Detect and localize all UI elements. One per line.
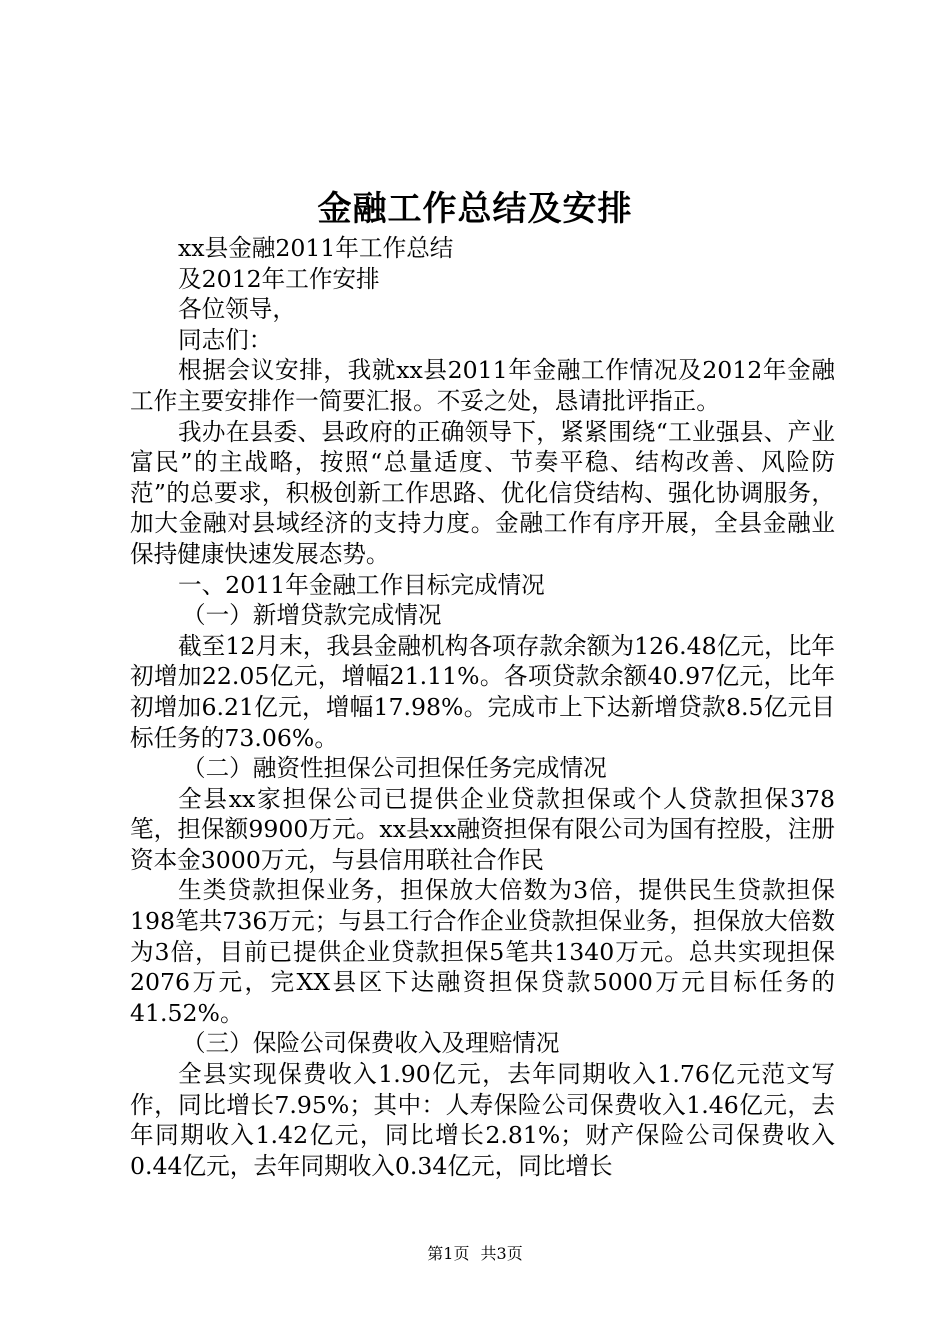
guarantee-paragraph-part-1: 全县xx家担保公司已提供企业贷款担保或个人贷款担保378笔，担保额9900万元。xx县xx融资担保有限公司为国有控股，注册资本金3000万元，与县信用联社合作民 xyxy=(130,784,835,874)
insurance-paragraph: 全县实现保费收入1.90亿元，去年同期收入1.76亿元范文写作，同比增长7.95%；其中：人寿保险公司保费收入1.46亿元，去年同期收入1.42亿元，同比增长2.81%；财产保险公司保费收入0.44亿元，去年同期收入0.34亿元，同比增长 xyxy=(130,1060,835,1180)
page-number: 第1页 xyxy=(427,1244,470,1263)
salutation-leaders: 各位领导， xyxy=(178,295,296,324)
report-subtitle-line-1: xx县金融2011年工作总结 xyxy=(178,234,454,262)
document-body xyxy=(130,233,835,1181)
subsection-heading-3: （三）保险公司保费收入及理赔情况 xyxy=(182,1029,560,1058)
subsection-heading-1: （一）新增贷款完成情况 xyxy=(182,601,442,630)
overview-paragraph: 我办在县委、县政府的正确领导下，紧紧围绕“工业强县、产业富民”的主战略，按照“总量适度、节奏平稳、结构改善、风险防范”的总要求，积极创新工作思路、优化信贷结构、强化协调服务，加大金融对县域经济的支持力度。金融工作有序开展，全县金融业保持健康快速发展态势。 xyxy=(130,417,835,568)
loans-paragraph: 截至12月末，我县金融机构各项存款余额为126.48亿元，比年初增加22.05亿元，增幅21.11%。各项贷款余额40.97亿元，比年初增加6.21亿元，增幅17.98%。完成市上下达新增贷款8.5亿元目标任务的73.06%。 xyxy=(130,631,835,752)
subsection-heading-2: （二）融资性担保公司担保任务完成情况 xyxy=(182,754,607,783)
page-total: 共3页 xyxy=(480,1244,523,1263)
intro-paragraph: 根据会议安排，我就xx县2011年金融工作情况及2012年金融工作主要安排作一简要汇报。不妥之处，恳请批评指正。 xyxy=(130,356,835,415)
document-title: 金融工作总结及安排 xyxy=(317,189,633,229)
section-heading-1: 一、2011年金融工作目标完成情况 xyxy=(178,570,545,599)
salutation-comrades: 同志们： xyxy=(178,325,273,354)
report-subtitle-line-2: 及2012年工作安排 xyxy=(178,264,380,293)
page-footer xyxy=(0,1242,950,1266)
guarantee-paragraph-part-2: 生类贷款担保业务，担保放大倍数为3倍，提供民生贷款担保198笔共736万元；与县工行合作企业贷款担保业务，担保放大倍数为3倍，目前已提供企业贷款担保5笔共1340万元。总共实现担保2076万元，完XX县区下达融资担保贷款5000万元目标任务的41.52%。 xyxy=(130,876,835,1027)
